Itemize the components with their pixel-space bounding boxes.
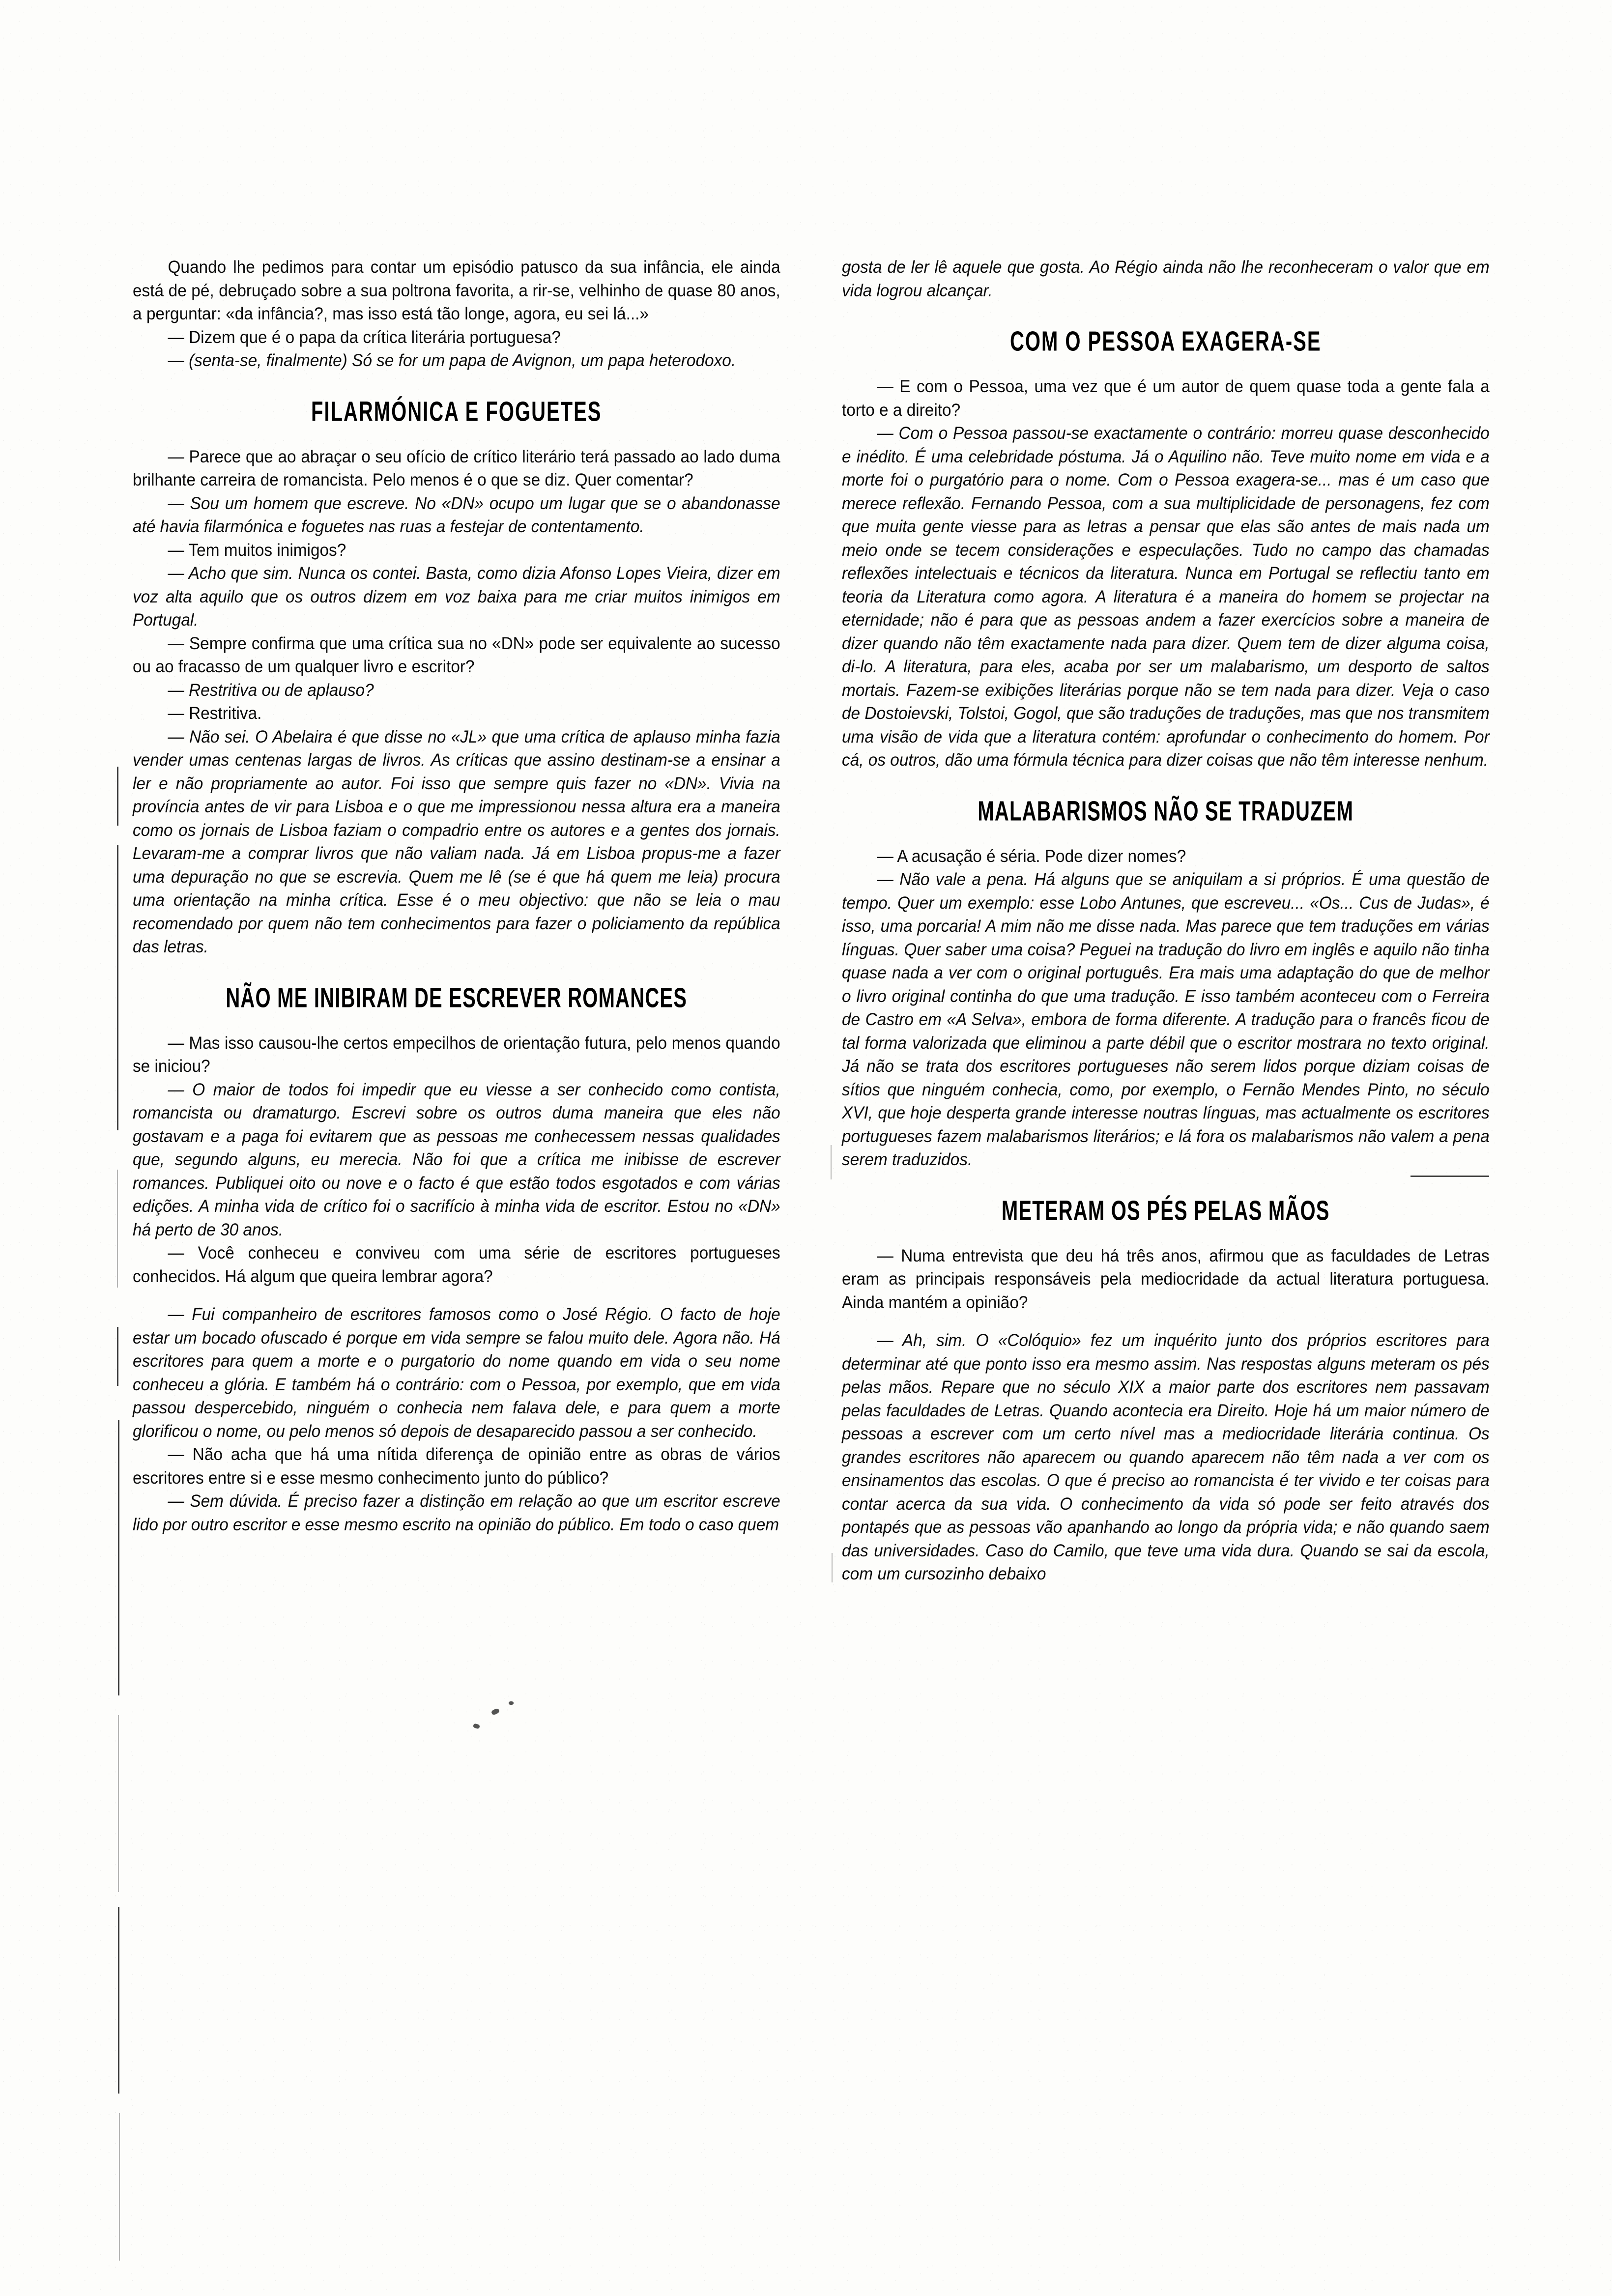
- lead-paragraph: Quando lhe pedimos para contar um episódio patusco da sua infância, ele ainda está de pé, debruçado sobre a sua poltrona favorita, a rir-se, velhinho de quase 80 anos, a perguntar: «da infância?, mas isso está tão longe, agora, eu sei lá...»: [133, 257, 780, 323]
- scan-edge-artifact: [117, 1170, 118, 1288]
- question-pessoa: — E com o Pessoa, uma vez que é um autor de quem quase toda a gente fala a torto e a direito?: [841, 376, 1490, 420]
- question-faculdades-letras: — Numa entrevista que deu há três anos, afirmou que as faculdades de Letras eram as principais responsáveis pela mediocridade da actual literatura portuguesa. Ainda mantém a opinião?: [841, 1245, 1490, 1312]
- left-column: [133, 256, 780, 2221]
- paragraph-spacer: [133, 1288, 780, 1303]
- answer-pessoa: — Com o Pessoa passou-se exactamente o contrário: morreu quase desconhecido e inédito. É uma celebridade póstuma. Já o Aquilino não. Teve muito nome em vida e a morte foi o purgatório para o nome. Com o Pessoa exagera-se... mas é um caso que merece reflexão. Fernando Pessoa, com a sua multiplicidade de personagens, fez com que muita gente viesse para as letras a pensar que elas são antes de mais nada um meio onde se tecem considerações e especulações. Tudo no campo das chamadas reflexões intelectuais e técnicos da literatura. Nunca em Portugal se reflectiu tanto em teoria da Literatura como agora. A literatura é a maneira do homem se projectar na eternidade; não é para que as pessoas andem a fazer exercícios sobre a maneira de dizer quando não têm exactamente nada para dizer. Quem tem de dizer alguma coisa, di-lo. A literatura, para eles, acaba por ser um malabarismo, um desporto de saltos mortais. Fazem-se exibições literárias porque não se tem nada para dizer. Veja o caso de Dostoievski, Tolstoi, Gogol, que são traduções de traduções, mas que nos transmitem uma visão de vida que a literatura contém: aprofundar o conhecimento do homem. Por cá, os outros, dão uma fórmula técnica para dizer coisas que não têm interesse nenhum.: [841, 423, 1490, 770]
- scan-edge-artifact: [118, 1420, 119, 1695]
- section-heading-nao-me-inibiram: NÃO ME INIBIRAM DE ESCREVER ROMANCES: [226, 981, 688, 1013]
- scan-edge-artifact: [118, 1907, 119, 2094]
- answer-continuation-regio: gosta de ler lê aquele que gosta. Ao Régio ainda não lhe reconheceram o valor que em vida logrou alcançar.: [841, 257, 1490, 300]
- scan-edge-artifact: [118, 1715, 119, 1892]
- answer-homem-que-escreve: — Sou um homem que escreve. No «DN» ocupo um lugar que se o abandonasse até havia filarmónica e foguetes nas ruas a festejar de contentamento.: [133, 493, 780, 536]
- article-body: [133, 256, 1489, 2221]
- scan-edge-artifact: [117, 845, 118, 1130]
- answer-nao-vale-a-pena: — Não vale a pena. Há alguns que se aniquilam a si próprios. É uma questão de tempo. Quer um exemplo: esse Lobo Antunes, que escreveu... «Os... Cus de Judas», é isso, uma porcaria! A mim não me disse nada. Mas parece que tem traduções em várias línguas. Quer saber uma coisa? Peguei na tradução do livro em inglês e aquilo não tinha quase nada a ver com o original português. Era mais uma adaptação do que de melhor o livro original continha do que uma tradução. E isso também aconteceu com o Ferreira de Castro em «A Selva», embora de forma diferente. A tradução para o francês ficou de tal forma valorizada que eliminou a parte débil que o escritor mostrara no texto original. Já não se trata dos escritores portugueses não serem lidos porque diziam coisas de sítios que ninguém conhecia, como, por exemplo, o Fernão Mendes Pinto, no século XVI, que hoje desperta grande interesse noutras línguas, mas actualmente os escritores portugueses fazem malabarismos literários; e lá fora os malabarismos não valem a pena serem traduzidos.: [841, 869, 1490, 1169]
- two-column-layout: [133, 256, 1489, 2221]
- question-inimigos: — Tem muitos inimigos?: [168, 540, 346, 560]
- section-heading-malabarismos: MALABARISMOS NÃO SE TRADUZEM: [977, 795, 1353, 827]
- question-diferenca-opiniao: — Não acha que há uma nítida diferença de opinião entre as obras de vários escritores entre si e esse mesmo conhecimento junto do público?: [133, 1444, 780, 1488]
- question-papa: — Dizem que é o papa da crítica literária portuguesa?: [168, 327, 561, 347]
- question-romancista: — Parece que ao abraçar o seu ofício de crítico literário terá passado ao lado duma brilhante carreira de romancista. Pelo menos é o que se diz. Quer comentar?: [133, 446, 780, 489]
- answer-maior-de-todos: — O maior de todos foi impedir que eu viesse a ser conhecido como contista, romancista ou dramaturgo. Escrevi sobre os outros duma maneira que eles não gostavam e a paga foi evitarem que as pessoas me conhecessem nessas qualidades que, segundo alguns, eu merecia. Não foi que a crítica me inibisse de escrever romances. Publiquei oito ou nove e o facto é que estão todos esgotados e com várias edições. A minha vida de crítico foi o sacrifício à minha vida de escritor. Estou no «DN» há perto de 30 anos.: [133, 1079, 780, 1239]
- paragraph-spacer: [842, 1314, 1490, 1329]
- answer-nao-sei: — Não sei. O Abelaira é que disse no «JL» que uma crítica de aplauso minha fazia vender umas centenas largas de livros. As críticas que assino destinam-se a ensinar a ler e não propriamente ao autor. Foi isso que sempre quis fazer no «DN». Vivia na província antes de vir para Lisboa e o que me impressionou nessa altura era a maneira como os jornais de Lisboa faziam o compadrio entre os autores e a gentes dos jornais. Levaram-me a comprar livros que não valiam nada. Já em Lisboa propus-me a fazer uma depuração no que se escrevia. Quem me lê (se é que há quem me leia) procura uma orientação na minha crítica. Esse é o meu objectivo: que não se leia o mau recomendado por quem não tem conhecimentos para fazer o policiamento da república das letras.: [133, 726, 780, 956]
- scan-edge-artifact: [117, 767, 118, 826]
- answer-papa: — (senta-se, finalmente) Só se for um papa de Avignon, um papa heterodoxo.: [168, 350, 736, 370]
- right-column: [842, 256, 1490, 2221]
- answer-restritiva-ou-aplauso: — Restritiva ou de aplauso?: [168, 680, 374, 700]
- answer-coloquio: — Ah, sim. O «Colóquio» fez um inquérito junto dos próprios escritores para determinar até que ponto isso era mesmo assim. Nas respostas alguns meteram os pés pelas mãos. Repare que no século XIX a maior parte dos escritores nem passavam pelas faculdades de Letras. Quando acontecia era Direito. Hoje há um maior número de pessoas a escrever com um certo nível mas a mediocridade literária continua. Os grandes escritores não aparecem ou quando aparecem não têm nada a ver com os ensinamentos das escolas. O que é preciso ao romancista é ter vivido e ter coisas para contar acerca da sua vida. O conhecimento da vida só pode ser feito através dos pontapés que as pessoas vão apanhando ao longo da própria vida; e não quando saem das universidades. Caso do Camilo, que teve uma vida dura. Quando se sai da escola, com um cursozinho debaixo: [841, 1330, 1490, 1583]
- question-conviveu: — Você conheceu e conviveu com uma série de escritores portugueses conhecidos. Há algum que queira lembrar agora?: [133, 1243, 780, 1286]
- question-critica-dn: — Sempre confirma que uma crítica sua no «DN» pode ser equivalente ao sucesso ou ao fracasso de um qualquer livro e escritor?: [133, 633, 780, 676]
- question-restritiva: — Restritiva.: [168, 703, 262, 723]
- section-heading-meteram-os-pes: METERAM OS PÉS PELAS MÃOS: [1001, 1194, 1330, 1226]
- answer-companheiro-regio: — Fui companheiro de escritores famosos como o José Régio. O facto de hoje estar um bocado ofuscado é porque em vida sempre se falou muito dele. Agora não. Há escritores para quem a morte e o purgatorio do nome quando em vida o seu nome conheceu a glória. E também há o contrário: com o Pessoa, por exemplo, que em vida passou despercebido, ninguém o conhecia nem falava dele, e para quem a morte glorificou o nome, ou pelo menos só depois de desaparecido passou a ser conhecido.: [133, 1304, 780, 1441]
- answer-sem-duvida: — Sem dúvida. É preciso fazer a distinção em relação ao que um escritor escreve lido por outro escritor e esse mesmo escrito na opinião do público. Em todo o caso quem: [133, 1491, 780, 1534]
- scan-edge-artifact: [119, 2113, 120, 2261]
- section-heading-com-o-pessoa: COM O PESSOA EXAGERA-SE: [1009, 325, 1321, 357]
- question-empecilhos: — Mas isso causou-lhe certos empecilhos de orientação futura, pelo menos quando se iniciou?: [133, 1033, 780, 1076]
- question-acusacao: — A acusação é séria. Pode dizer nomes?: [876, 846, 1186, 866]
- scan-edge-artifact: [117, 1327, 118, 1386]
- section-heading-filarmonica: FILARMÓNICA E FOGUETES: [311, 395, 602, 427]
- answer-inimigos: — Acho que sim. Nunca os contei. Basta, como dizia Afonso Lopes Vieira, dizer em voz alta aquilo que os outros dizem em voz baixa para me criar muitos inimigos em Portugal.: [133, 563, 780, 630]
